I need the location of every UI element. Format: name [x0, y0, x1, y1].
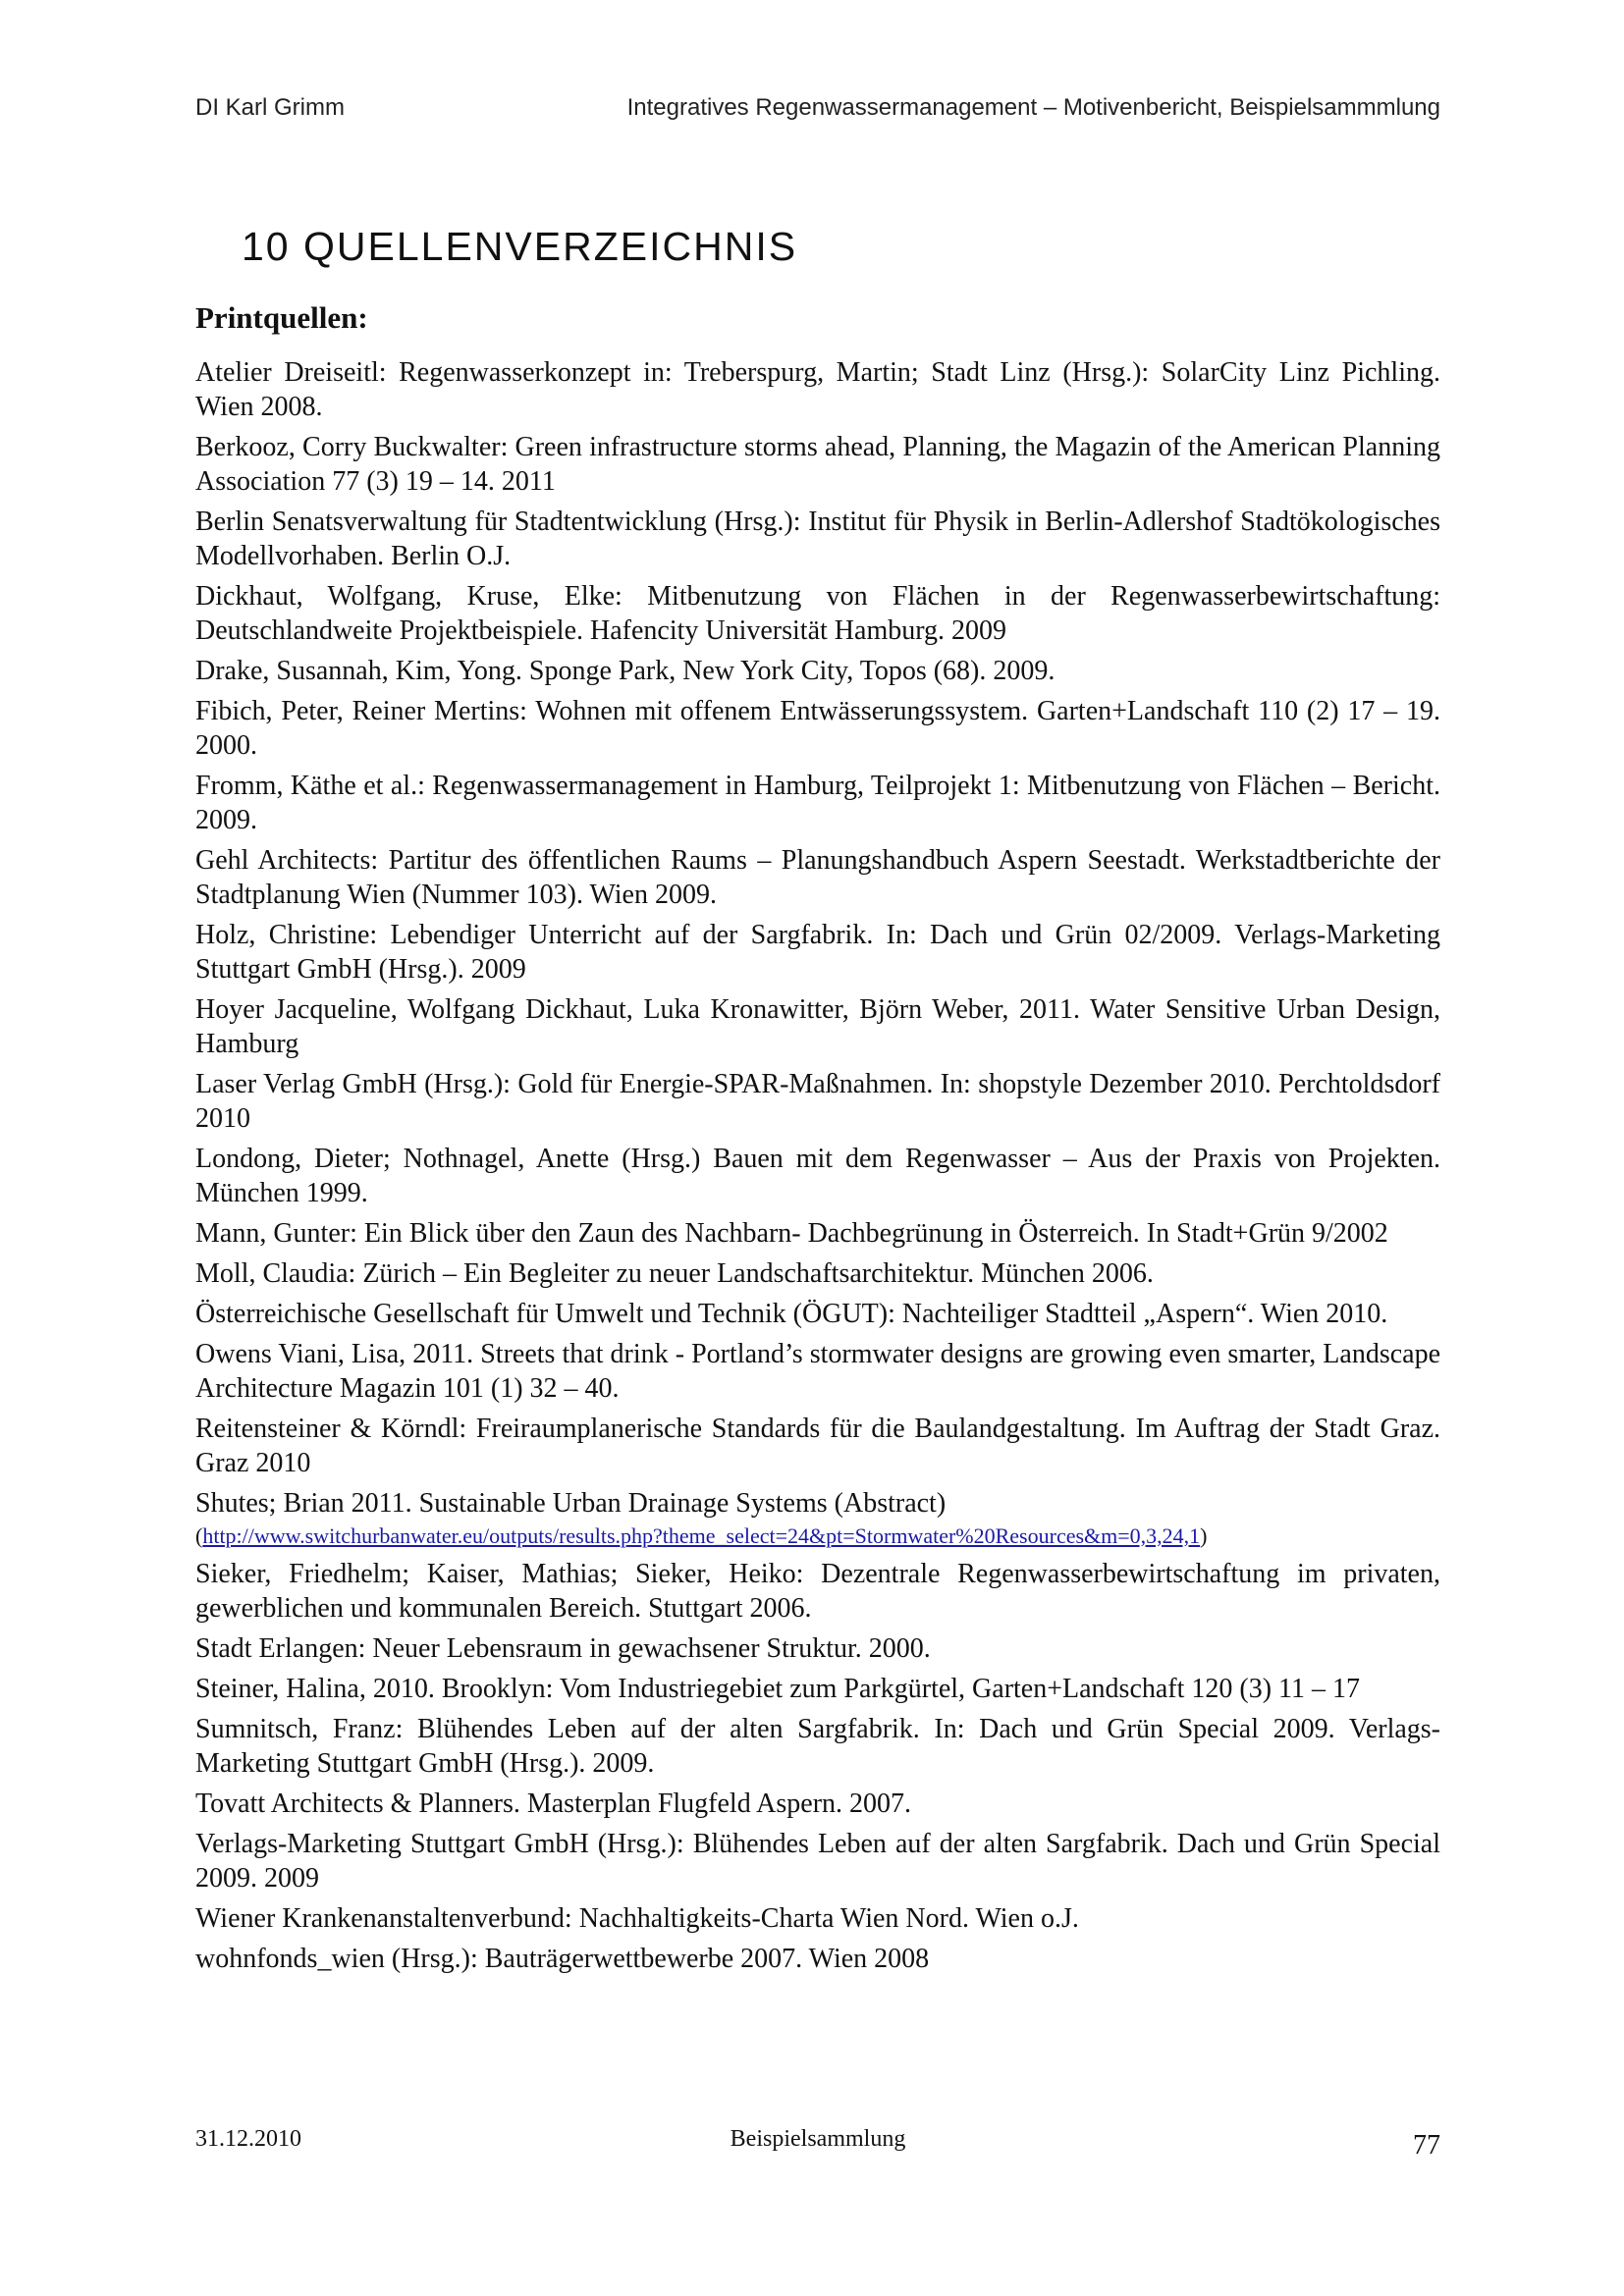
reference-item: wohnfonds_wien (Hrsg.): Bauträgerwettbewerbe 2007. Wien 2008 [195, 1944, 930, 1974]
reference-item: Berlin Senatsverwaltung für Stadtentwicklung (Hrsg.): Institut für Physik in Berlin-Adlershof Stadtökologisches Modellvorhaben. Berlin O.J. [195, 507, 1440, 571]
reference-item: Berkooz, Corry Buckwalter: Green infrastructure storms ahead, Planning, the Magazin of the American Planning Association 77 (3) 19 – 14. 2011 [195, 432, 1440, 497]
reference-item: Tovatt Architects & Planners. Masterplan Flugfeld Aspern. 2007. [195, 1789, 912, 1819]
reference-item: Laser Verlag GmbH (Hrsg.): Gold für Energie-SPAR-Maßnahmen. In: shopstyle Dezember 2010. Perchtoldsdorf 2010 [195, 1069, 1440, 1134]
chapter-title: 10 QUELLENVERZEICHNIS [242, 224, 798, 269]
reference-item: Sieker, Friedhelm; Kaiser, Mathias; Sieker, Heiko: Dezentrale Regenwasserbewirtschaftung im privaten, gewerblichen und kommunalen Bereich. Stuttgart 2006. [195, 1559, 1440, 1624]
reference-item: Londong, Dieter; Nothnagel, Anette (Hrsg.) Bauen mit dem Regenwasser – Aus der Praxis von Projekten. München 1999. [195, 1144, 1440, 1208]
reference-item: Moll, Claudia: Zürich – Ein Begleiter zu neuer Landschaftsarchitektur. München 2006. [195, 1258, 1154, 1289]
footer-date: 31.12.2010 [195, 2126, 301, 2152]
reference-text: Shutes; Brian 2011. Sustainable Urban Drainage Systems (Abstract) [195, 1488, 947, 1519]
reference-item: Steiner, Halina, 2010. Brooklyn: Vom Industriegebiet zum Parkgürtel, Garten+Landschaft 120 (3) 11 – 17 [195, 1674, 1361, 1704]
reference-item: Owens Viani, Lisa, 2011. Streets that drink - Portland’s stormwater designs are growing even smarter, Landscape Architecture Magazin 101 (1) 32 – 40. [195, 1339, 1440, 1404]
reference-item: Wiener Krankenanstaltenverbund: Nachhaltigkeits-Charta Wien Nord. Wien o.J. [195, 1903, 1079, 1934]
reference-item: Atelier Dreiseitl: Regenwasserkonzept in: Treberspurg, Martin; Stadt Linz (Hrsg.): SolarCity Linz Pichling. Wien 2008. [195, 357, 1440, 422]
reference-item-shutes [195, 1486, 1440, 1551]
header-title: Integratives Regenwassermanagement – Motivenbericht, Beispielsammmlung [626, 94, 1440, 121]
reference-item: Fibich, Peter, Reiner Mertins: Wohnen mit offenem Entwässerungssystem. Garten+Landschaft 110 (2) 17 – 19. 2000. [195, 696, 1440, 761]
footer-label: Beispielsammlung [730, 2126, 906, 2152]
reference-item: Drake, Susannah, Kim, Yong. Sponge Park, New York City, Topos (68). 2009. [195, 656, 1056, 686]
reference-item: Verlags-Marketing Stuttgart GmbH (Hrsg.): Blühendes Leben auf der alten Sargfabrik. Dach und Grün Special 2009. 2009 [195, 1829, 1440, 1894]
switchurbanwater-link[interactable]: http://www.switchurbanwater.eu/outputs/results.php?theme_select=24&pt=Stormwater%20Resources&m=0,3,24,1 [202, 1523, 1201, 1548]
page-number: 77 [1413, 2130, 1440, 2161]
reference-item: Stadt Erlangen: Neuer Lebensraum in gewachsener Struktur. 2000. [195, 1633, 931, 1664]
section-title: Printquellen: [195, 300, 368, 335]
reference-item: Österreichische Gesellschaft für Umwelt und Technik (ÖGUT): Nachteiliger Stadtteil „Aspern“. Wien 2010. [195, 1299, 1388, 1329]
reference-item: Dickhaut, Wolfgang, Kruse, Elke: Mitbenutzung von Flächen in der Regenwasserbewirtschaftung: Deutschlandweite Projektbeispiele. Hafencity Universität Hamburg. 2009 [195, 581, 1440, 646]
reference-item: Sumnitsch, Franz: Blühendes Leben auf der alten Sargfabrik. In: Dach und Grün Special 2009. Verlags-Marketing Stuttgart GmbH (Hrsg.). 2009. [195, 1714, 1440, 1779]
link-close-paren: ) [1200, 1523, 1208, 1548]
reference-item: Hoyer Jacqueline, Wolfgang Dickhaut, Luka Kronawitter, Björn Weber, 2011. Water Sensitive Urban Design, Hamburg [195, 994, 1440, 1059]
reference-list [195, 355, 1440, 1982]
reference-item: Holz, Christine: Lebendiger Unterricht auf der Sargfabrik. In: Dach und Grün 02/2009. Verlags-Marketing Stuttgart GmbH (Hrsg.). 2009 [195, 920, 1440, 985]
link-open-paren: ( [195, 1523, 203, 1548]
page-header [195, 94, 1440, 130]
reference-item: Gehl Architects: Partitur des öffentlichen Raums – Planungshandbuch Aspern Seestadt. Werkstadtberichte der Stadtplanung Wien (Nummer 103). Wien 2009. [195, 845, 1440, 910]
reference-item: Reitensteiner & Körndl: Freiraumplanerische Standards für die Baulandgestaltung. Im Auftrag der Stadt Graz. Graz 2010 [195, 1414, 1440, 1478]
header-author: DI Karl Grimm [195, 94, 345, 121]
reference-item: Mann, Gunter: Ein Blick über den Zaun des Nachbarn- Dachbegrünung in Österreich. In Stadt+Grün 9/2002 [195, 1218, 1388, 1249]
page-footer [195, 2126, 1440, 2165]
reference-item: Fromm, Käthe et al.: Regenwassermanagement in Hamburg, Teilprojekt 1: Mitbenutzung von Flächen – Bericht. 2009. [195, 771, 1440, 835]
